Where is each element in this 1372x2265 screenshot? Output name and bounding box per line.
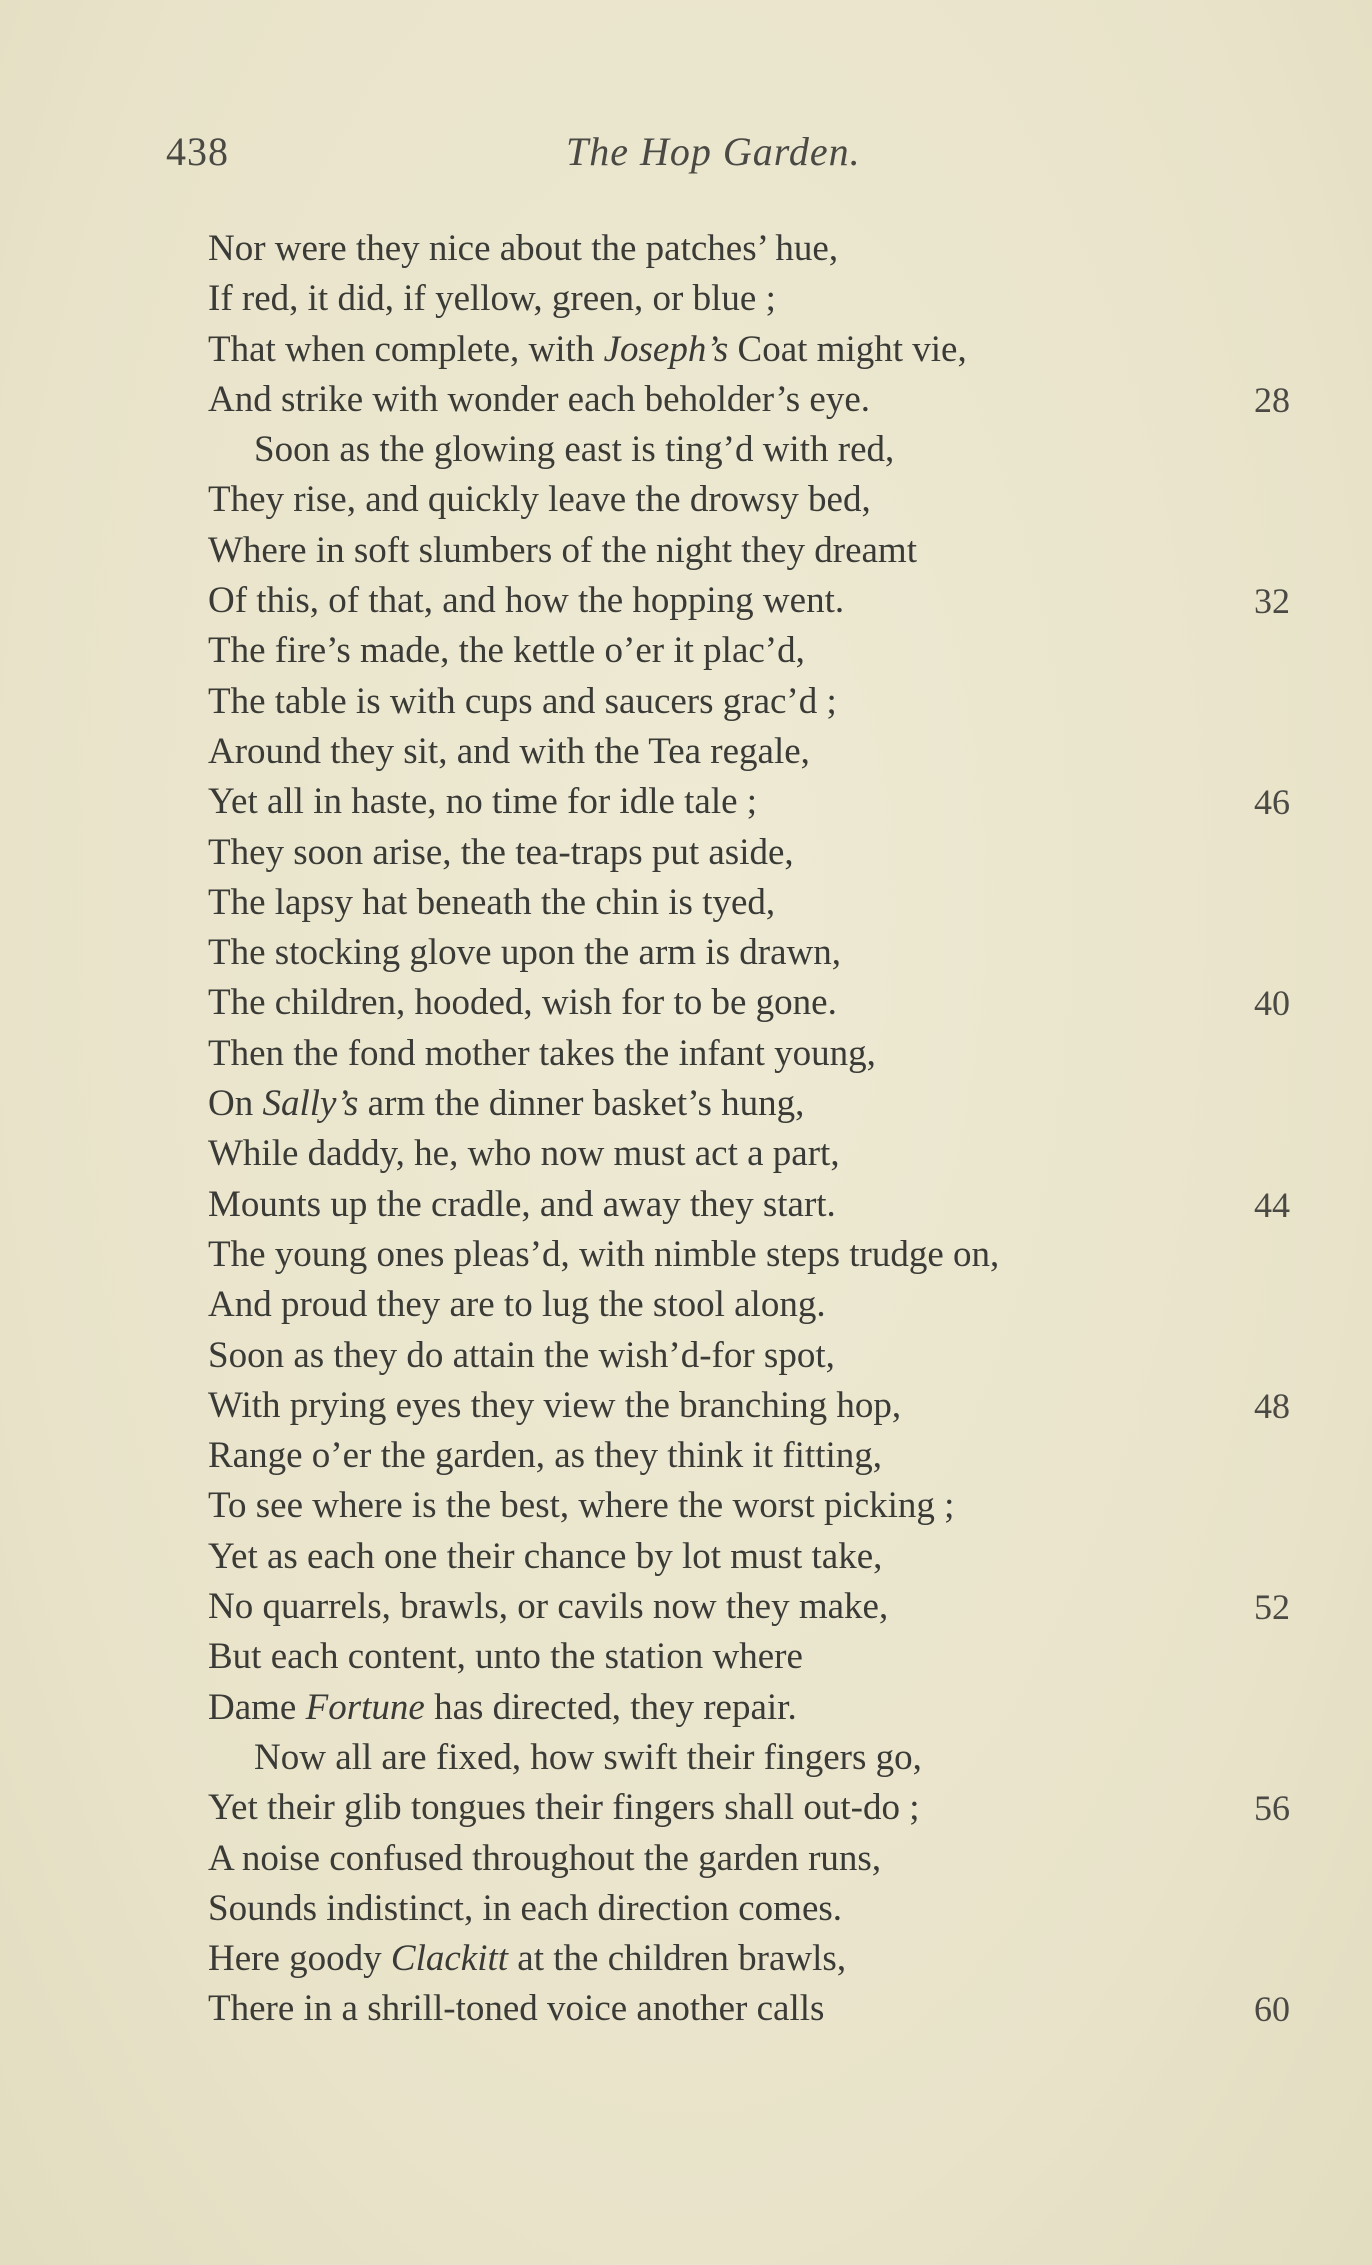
poem-line bbox=[0, 878, 1372, 928]
poem-line bbox=[0, 425, 1372, 475]
line-number: 52 bbox=[1254, 1587, 1290, 1628]
line-number: 60 bbox=[1254, 1989, 1290, 2030]
line-segment: Soon as the glowing east is ting’d with red, bbox=[254, 429, 895, 471]
poem-line bbox=[0, 1532, 1372, 1582]
line-text bbox=[208, 677, 837, 727]
line-text bbox=[254, 1733, 922, 1783]
poem-line bbox=[0, 1331, 1372, 1381]
line-segment: While daddy, he, who now must act a part, bbox=[208, 1133, 840, 1175]
line-segment: There in a shrill-toned voice another calls bbox=[208, 1988, 825, 2030]
line-segment: has directed, they repair. bbox=[424, 1686, 797, 1728]
poem-line bbox=[0, 727, 1372, 777]
line-text bbox=[208, 1481, 954, 1531]
line-text bbox=[208, 1331, 835, 1381]
line-segment: The young ones pleas’d, with nimble steps trudge on, bbox=[208, 1233, 1000, 1275]
poem-line bbox=[0, 1733, 1372, 1783]
poem-line bbox=[0, 1783, 1372, 1833]
line-segment: A noise confused throughout the garden runs, bbox=[208, 1837, 882, 1879]
line-segment: No quarrels, brawls, or cavils now they make, bbox=[208, 1586, 889, 1628]
poem-line bbox=[0, 828, 1372, 878]
line-text bbox=[208, 526, 917, 576]
line-text bbox=[208, 1230, 999, 1280]
line-text bbox=[208, 777, 757, 827]
poem-line bbox=[0, 1180, 1372, 1230]
line-text bbox=[208, 1029, 876, 1079]
line-text bbox=[208, 878, 775, 928]
poem-line bbox=[0, 1079, 1372, 1129]
line-text bbox=[208, 928, 841, 978]
line-text bbox=[208, 626, 805, 676]
line-text bbox=[208, 325, 967, 375]
line-segment: They soon arise, the tea-traps put aside, bbox=[208, 831, 794, 873]
line-segment: The table is with cups and saucers grac’d ; bbox=[208, 680, 837, 722]
line-text bbox=[208, 1632, 803, 1682]
line-number: 40 bbox=[1254, 983, 1290, 1024]
line-segment: at the children brawls, bbox=[508, 1938, 847, 1980]
poem-line bbox=[0, 1280, 1372, 1330]
poem-line bbox=[0, 978, 1372, 1028]
line-segment: Dame bbox=[208, 1686, 306, 1728]
page-number: 438 bbox=[166, 129, 229, 174]
line-text bbox=[208, 1532, 882, 1582]
line-segment: Nor were they nice about the patches’ hue, bbox=[208, 228, 839, 269]
poem-line bbox=[0, 1481, 1372, 1531]
line-segment: The stocking glove upon the arm is drawn, bbox=[208, 932, 841, 974]
poem-line bbox=[0, 1884, 1372, 1934]
line-segment: Around they sit, and with the Tea regale, bbox=[208, 730, 810, 772]
poem-line bbox=[0, 777, 1372, 827]
italic-name: Sally’s bbox=[262, 1083, 359, 1125]
line-text bbox=[208, 1180, 836, 1230]
line-segment: Now all are fixed, how swift their fingers go, bbox=[254, 1736, 922, 1778]
line-segment: Here goody bbox=[208, 1938, 391, 1980]
line-text bbox=[208, 1984, 824, 2034]
line-text bbox=[208, 1884, 842, 1934]
poem-line bbox=[0, 626, 1372, 676]
line-segment: That when complete, with bbox=[208, 328, 604, 370]
line-segment: Sounds indistinct, in each direction comes. bbox=[208, 1887, 843, 1929]
poem-line bbox=[0, 1129, 1372, 1179]
line-text bbox=[208, 1582, 888, 1632]
line-segment: Then the fond mother takes the infant young, bbox=[208, 1032, 876, 1074]
line-segment: Yet all in haste, no time for idle tale ; bbox=[208, 781, 758, 823]
line-text bbox=[208, 727, 810, 777]
poem-line bbox=[0, 1683, 1372, 1733]
italic-name: Joseph’s bbox=[603, 328, 729, 370]
line-text bbox=[208, 224, 838, 274]
line-segment: But each content, unto the station where bbox=[208, 1636, 803, 1678]
poem-line bbox=[0, 1934, 1372, 1984]
poem-line bbox=[0, 375, 1372, 425]
line-number: 28 bbox=[1254, 379, 1290, 420]
line-segment: The lapsy hat beneath the chin is tyed, bbox=[208, 881, 776, 923]
line-text bbox=[208, 1129, 840, 1179]
line-text bbox=[208, 828, 794, 878]
line-text bbox=[208, 1079, 804, 1129]
line-number: 44 bbox=[1254, 1184, 1290, 1225]
line-text bbox=[254, 425, 894, 475]
poem-line bbox=[0, 1381, 1372, 1431]
line-segment: On bbox=[208, 1083, 263, 1125]
line-segment: arm the dinner basket’s hung, bbox=[358, 1083, 805, 1125]
line-text bbox=[208, 1934, 846, 1984]
poem-line bbox=[0, 325, 1372, 375]
line-text bbox=[208, 1381, 901, 1431]
line-number: 56 bbox=[1254, 1788, 1290, 1829]
line-number: 48 bbox=[1254, 1385, 1290, 1426]
line-segment: Mounts up the cradle, and away they start. bbox=[208, 1183, 836, 1225]
italic-name: Fortune bbox=[305, 1686, 425, 1728]
line-segment: And proud they are to lug the stool along. bbox=[208, 1284, 826, 1326]
running-title: The Hop Garden. bbox=[566, 129, 861, 174]
poem-line bbox=[0, 1431, 1372, 1481]
line-segment: Yet their glib tongues their fingers shall out-do ; bbox=[208, 1787, 920, 1829]
line-segment: If red, it did, if yellow, green, or blue ; bbox=[208, 278, 776, 320]
line-segment: Where in soft slumbers of the night they dreamt bbox=[208, 529, 917, 571]
poem-line bbox=[0, 1984, 1372, 2034]
line-text bbox=[208, 1280, 826, 1330]
line-text bbox=[208, 375, 870, 425]
poem-line bbox=[0, 274, 1372, 324]
line-segment: Range o’er the garden, as they think it fitting, bbox=[208, 1435, 883, 1477]
line-text bbox=[208, 1683, 797, 1733]
poem-line bbox=[0, 1230, 1372, 1280]
line-segment: To see where is the best, where the worst picking ; bbox=[208, 1485, 955, 1527]
page-header bbox=[0, 128, 1372, 188]
line-segment: The children, hooded, wish for to be gone. bbox=[208, 982, 837, 1024]
line-number: 32 bbox=[1254, 581, 1290, 622]
poem-line bbox=[0, 1029, 1372, 1079]
line-segment: And strike with wonder each beholder’s eye. bbox=[208, 378, 871, 420]
line-segment: Coat might vie, bbox=[728, 328, 967, 370]
poem-line bbox=[0, 576, 1372, 626]
line-text bbox=[208, 475, 871, 525]
poem-line bbox=[0, 526, 1372, 576]
line-segment: Of this, of that, and how the hopping went. bbox=[208, 580, 845, 622]
line-text bbox=[208, 274, 776, 324]
poem-line bbox=[0, 1632, 1372, 1682]
line-number: 46 bbox=[1254, 782, 1290, 823]
italic-name: Clackitt bbox=[390, 1938, 509, 1980]
line-text bbox=[208, 576, 844, 626]
line-segment: With prying eyes they view the branching hop, bbox=[208, 1384, 902, 1426]
line-segment: The fire’s made, the kettle o’er it plac’d, bbox=[208, 630, 805, 672]
line-text bbox=[208, 1431, 882, 1481]
poem-line bbox=[0, 928, 1372, 978]
poem-text bbox=[0, 224, 1372, 2035]
line-segment: Soon as they do attain the wish’d-for spot, bbox=[208, 1334, 835, 1376]
line-segment: They rise, and quickly leave the drowsy bed, bbox=[208, 479, 871, 521]
poem-line bbox=[0, 1834, 1372, 1884]
poem-line bbox=[0, 677, 1372, 727]
line-text bbox=[208, 1834, 881, 1884]
poem-line bbox=[0, 1582, 1372, 1632]
poem-line bbox=[0, 224, 1372, 274]
poem-line bbox=[0, 475, 1372, 525]
line-text bbox=[208, 1783, 920, 1833]
line-segment: Yet as each one their chance by lot must take, bbox=[208, 1535, 883, 1577]
line-text bbox=[208, 978, 837, 1028]
